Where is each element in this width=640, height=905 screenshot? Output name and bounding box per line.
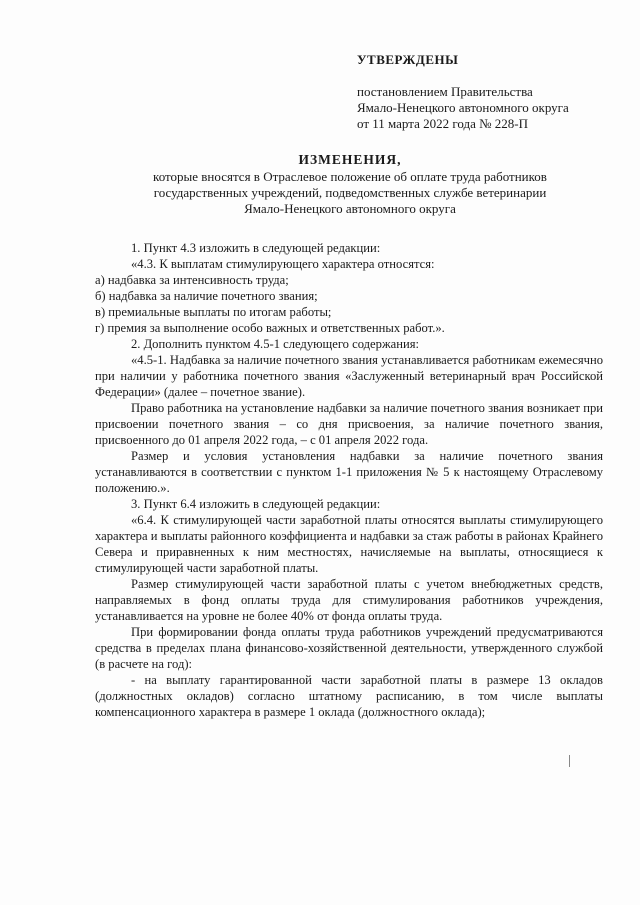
document-body bbox=[95, 240, 603, 720]
list-item-c: в) премиальные выплаты по итогам работы; bbox=[95, 305, 332, 319]
approval-stamp bbox=[357, 50, 617, 132]
approved-label: УТВЕРЖДЕНЫ bbox=[357, 52, 459, 67]
title-line-2: государственных учреждений, подведомственных службе ветеринарии bbox=[153, 185, 547, 200]
paragraph-item-3: 3. Пункт 6.4 изложить в следующей редакции: bbox=[131, 497, 381, 511]
scan-mark bbox=[569, 755, 570, 767]
title-line-1: которые вносятся в Отраслевое положение об оплате труда работников bbox=[153, 169, 547, 184]
approval-line-2: Ямало-Ненецкого автономного округа bbox=[357, 100, 569, 115]
paragraph-item-1: 1. Пункт 4.3 изложить в следующей редакции: bbox=[131, 241, 381, 255]
paragraph-item-2: 2. Дополнить пунктом 4.5-1 следующего содержания: bbox=[131, 337, 420, 351]
paragraph-size-conditions: Размер и условия установления надбавки за наличие почетного звания устанавливаются в соответствии с пунктом 1-1 приложения № 5 к настоящему Отраслевому положению.». bbox=[95, 449, 603, 495]
list-item-a: а) надбавка за интенсивность труда; bbox=[95, 273, 289, 287]
document-title bbox=[95, 152, 605, 217]
approval-line-1: постановлением Правительства bbox=[357, 84, 533, 99]
title-line-3: Ямало-Ненецкого автономного округа bbox=[244, 201, 456, 216]
paragraph-fund-formation: При формировании фонда оплаты труда работников учреждений предусматриваются средства в пределах плана финансово-хозяйственной деятельности, утвержденного службой (в расчете на год): bbox=[95, 625, 603, 671]
approval-line-3: от 11 марта 2022 года № 228-П bbox=[357, 116, 529, 131]
paragraph-guaranteed-part: - на выплату гарантированной части заработной платы в размере 13 окладов (должностных окладов) согласно штатному расписанию, в том числе выплаты компенсационного характера в размере 1 оклада (должностного оклада); bbox=[95, 673, 603, 719]
paragraph-quote-4-5-1: «4.5-1. Надбавка за наличие почетного звания устанавливается работникам ежемесячно при наличии у работника почетного звания «Заслуженный ветеринарный врач Российской Федерации» (далее – почетное звание). bbox=[95, 353, 603, 399]
paragraph-quote-6-4: «6.4. К стимулирующей части заработной платы относятся выплаты стимулирующего характера и выплаты районного коэффициента и надбавки за стаж работы в районах Крайнего Севера и приравненных к ним местностях, начисляемые на выплаты, относящиеся к стимулирующей части заработной платы. bbox=[95, 513, 603, 575]
paragraph-stimulating-size: Размер стимулирующей части заработной платы с учетом внебюджетных средств, направляемых в фонд оплаты труда для стимулирования работников учреждения, устанавливается на уровне не более 40% от фонда оплаты труда. bbox=[95, 577, 603, 623]
list-item-d: г) премия за выполнение особо важных и ответственных работ.». bbox=[95, 321, 445, 335]
title-heading: ИЗМЕНЕНИЯ, bbox=[298, 152, 402, 167]
paragraph-right-of-worker: Право работника на установление надбавки за наличие почетного звания возникает при присвоении почетного звания – со дня присвоения, за наличие почетного звания, присвоенного до 01 апреля 2022 года, – с 01 апреля 2022 года. bbox=[95, 401, 603, 447]
list-item-b: б) надбавка за наличие почетного звания; bbox=[95, 289, 318, 303]
paragraph-quote-4-3: «4.3. К выплатам стимулирующего характера относятся: bbox=[131, 257, 435, 271]
